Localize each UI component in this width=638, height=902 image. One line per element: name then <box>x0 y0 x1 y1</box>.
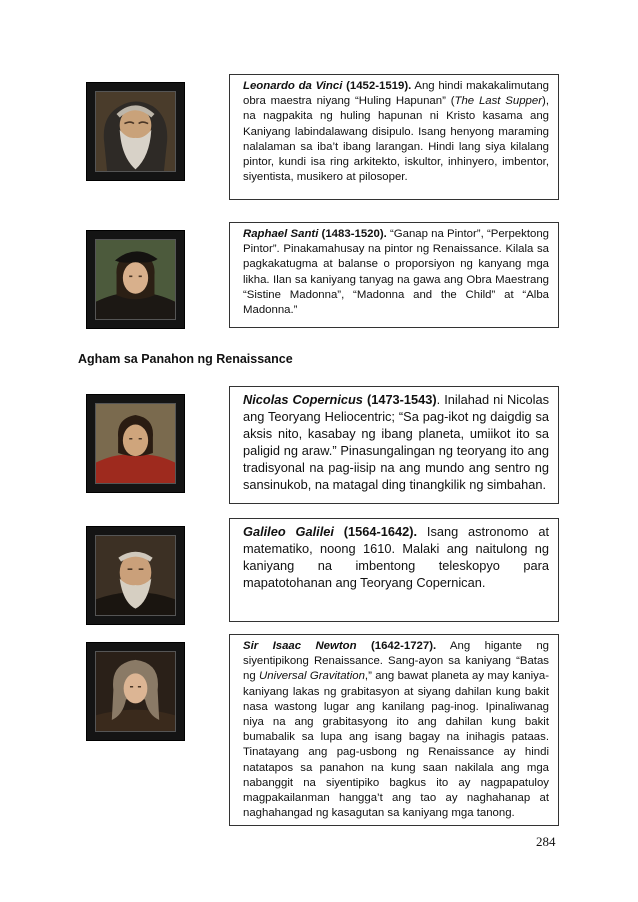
bio-box-copernicus <box>229 386 559 504</box>
portrait-newton <box>96 652 175 731</box>
figure-years: (1483-1520). <box>318 228 387 240</box>
figure-name: Nicolas Copernicus <box>243 392 363 407</box>
bio-box-newton <box>229 634 559 826</box>
figure-name: Leonardo da Vinci <box>243 80 343 92</box>
page-number: 284 <box>536 834 556 849</box>
figure-description: ,” ang bawat planeta ay may kaniya-kaniyang lakas ng grabitasyon at siyang dahilan kung bakit nasa wastong lugar ang kanilang pag-inog. Ipinaliwanag niya na ang grabitasyong ito ang dahilan kung bakit bumabalik sa lupa ang isang bagay na inihagis pataas. Tinatayang ang pag-usbong ng Renaissance ay hindi natatapos sa panahon na kung saan nakilala ang mga nabanggit na siyentipiko bagkus ito ay nagpapatuloy magpakailanman hangga’t ang tao ay naghahanap at naghahangad ng kasagutan sa kaniyang mga tanong. <box>243 670 549 820</box>
section-heading: Agham sa Panahon ng Renaissance <box>78 352 293 366</box>
portrait-raphael-frame <box>86 230 185 329</box>
figure-description: ), na nagpakita ng huling hapunan ni Kristo kasama ang Kaniyang labindalawang disipulo. Isang henyong maraming nalalaman sa iba’t ibang larangan. Hindi lang siya kilalang pintor, kundi isa ring arkitekto, iskultor, inhinyero, imbentor, siyentista, musikero at pilosoper. <box>243 95 549 184</box>
portrait-copernicus-frame <box>86 394 185 493</box>
portrait-galileo <box>96 536 175 615</box>
figure-description: Ang hindi makakalimutang obra maestra niyang “Huling Hapunan” ( <box>243 80 550 108</box>
portrait-galileo-frame <box>86 526 185 625</box>
portrait-leonardo <box>96 92 175 171</box>
figure-years: (1452-1519). <box>342 80 412 92</box>
figure-description: “Ganap na Pintor”, “Perpektong Pintor”. Pinakamahusay na pintor ng Renaissance. Kilala sa pagkakatugma at balanse o proporsiyon ng kanyang mga likha. Ilan sa kaniyang tanyag na gawa ang Obra Maestrang “Sistine Madonna”, “Madonna and the Child” at “Alba Madonna.” <box>243 228 549 317</box>
portrait-raphael <box>96 240 175 319</box>
figure-years: (1642-1727). <box>356 640 437 652</box>
figure-description: . Inilahad ni Nicolas ang Teoryang Heliocentric; “Sa pag-ikot ng daigdig sa aksis nito, kasabay ng ibang planeta, umiikot ito sa paligid ng araw.” Pinasungalingan ng teoryang ito ang tradisyonal na pag-iisip na ang mundo ang sentro ng sansinukob, na matagal ding tinangkilik ng simbahan. <box>243 392 549 492</box>
figure-description: Ang higante ng siyentipikong Renaissance. Sang-ayon sa kaniyang “Batas ng <box>243 640 549 683</box>
bio-box-leonardo <box>229 74 559 200</box>
figure-description-italic: Universal Gravitation <box>259 670 365 683</box>
figure-description: Isang astronomo at matematiko, noong 1610. Malaki ang naitulong ng kaniyang na imbentong teleskopyo para mapatotohanan ang Teoryang Copernican. <box>243 524 549 590</box>
bio-box-raphael <box>229 222 559 328</box>
portrait-leonardo-frame <box>86 82 185 181</box>
figure-name: Galileo Galilei <box>243 524 334 539</box>
figure-years: (1564-1642). <box>333 524 418 539</box>
figure-name: Sir Isaac Newton <box>243 640 357 652</box>
portrait-newton-frame <box>86 642 185 741</box>
portrait-copernicus <box>96 404 175 483</box>
figure-description-italic: The Last Supper <box>454 95 543 108</box>
figure-name: Raphael Santi <box>243 228 319 240</box>
bio-box-galileo <box>229 518 559 622</box>
figure-years: (1473-1543) <box>362 392 437 407</box>
